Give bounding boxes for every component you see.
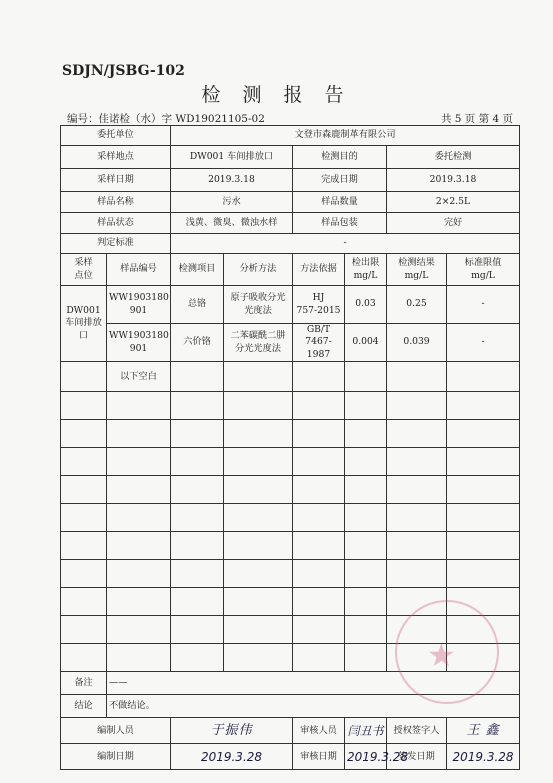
row-sample-no: WW1903180 901 (107, 324, 171, 362)
col-std-limit: 标准限值 mg/L (447, 254, 520, 286)
review-date-value: 2019.3.28 (345, 744, 387, 770)
col-basis: 方法依据 (293, 254, 345, 286)
report-number: 编号：佳诺检（水）字 WD19021105-02 (67, 113, 265, 125)
client-label: 委托单位 (61, 126, 171, 146)
conclusion-label: 结论 (61, 695, 107, 718)
column-header-row (61, 254, 520, 286)
client-value: 文登市森鹿制革有限公司 (171, 126, 520, 146)
sample-qty-value: 2×2.5L (387, 192, 520, 213)
page-indicator: 共 5 页 第 4 页 (440, 113, 513, 125)
row-result: 0.039 (387, 324, 447, 362)
purpose-value: 委托检测 (387, 146, 520, 169)
col-limit: 检出限 mg/L (345, 254, 387, 286)
document-code: SDJN/JSBG-102 (62, 63, 185, 79)
row-item: 总铬 (171, 286, 224, 324)
sample-state-label: 样品状态 (61, 213, 171, 234)
issue-date-value: 2019.3.28 (447, 744, 520, 770)
purpose-label: 检测目的 (293, 146, 387, 169)
row-basis: GB/T 7467-1987 (293, 324, 345, 362)
finish-date-label: 完成日期 (293, 169, 387, 192)
col-result: 检测结果 mg/L (387, 254, 447, 286)
row-basis: HJ 757-2015 (293, 286, 345, 324)
remark-value: —— (107, 672, 520, 695)
prep-date-value: 2019.3.28 (171, 744, 293, 770)
prep-date-label: 编制日期 (61, 744, 171, 770)
col-method: 分析方法 (224, 254, 293, 286)
authorizer-signature: 王 鑫 (447, 718, 520, 744)
col-point: 采样 点位 (61, 254, 107, 286)
sample-name-label: 样品名称 (61, 192, 171, 213)
row-limit: 0.03 (345, 286, 387, 324)
remark-label: 备注 (61, 672, 107, 695)
row-point: DW001 车间排放口 (61, 286, 107, 362)
sampling-date-value: 2019.3.18 (171, 169, 293, 192)
site-label: 采样地点 (61, 146, 171, 169)
sample-name-value: 污水 (171, 192, 293, 213)
row-method: 原子吸收分光光度法 (224, 286, 293, 324)
authorizer-label: 授权签字人 (387, 718, 447, 744)
star-icon: ★ (427, 636, 456, 674)
sample-pack-label: 样品包装 (293, 213, 387, 234)
blank-note: 以下空白 (107, 362, 171, 392)
row-method: 二苯碳酰二肼分光光度法 (224, 324, 293, 362)
reviewer-signature: 闫丑书 (345, 718, 387, 744)
table-row (61, 362, 520, 392)
table-row (61, 286, 520, 324)
conclusion-value: 不做结论。 (107, 695, 520, 718)
col-item: 检测项目 (171, 254, 224, 286)
col-sample-no: 样品编号 (107, 254, 171, 286)
issue-date-label: 签发日期 (387, 744, 447, 770)
sample-pack-value: 完好 (387, 213, 520, 234)
sample-qty-label: 样品数量 (293, 192, 387, 213)
finish-date-value: 2019.3.18 (387, 169, 520, 192)
row-result: 0.25 (387, 286, 447, 324)
sampling-date-label: 采样日期 (61, 169, 171, 192)
standard-value: - (171, 234, 520, 254)
row-limit: 0.004 (345, 324, 387, 362)
review-date-label: 审核日期 (293, 744, 345, 770)
standard-label: 判定标准 (61, 234, 171, 254)
row-sample-no: WW1903180 901 (107, 286, 171, 324)
reviewer-label: 审核人员 (293, 718, 345, 744)
row-std-limit: - (447, 286, 520, 324)
table-row (61, 324, 520, 362)
row-std-limit: - (447, 324, 520, 362)
site-value: DW001 车间排放口 (171, 146, 293, 169)
page-title: 检 测 报 告 (201, 84, 352, 106)
preparer-signature: 于振伟 (171, 718, 293, 744)
row-item: 六价铬 (171, 324, 224, 362)
sample-state-value: 浅黄、微臭、微浊水样 (171, 213, 293, 234)
preparer-label: 编制人员 (61, 718, 171, 744)
report-table (60, 125, 520, 770)
